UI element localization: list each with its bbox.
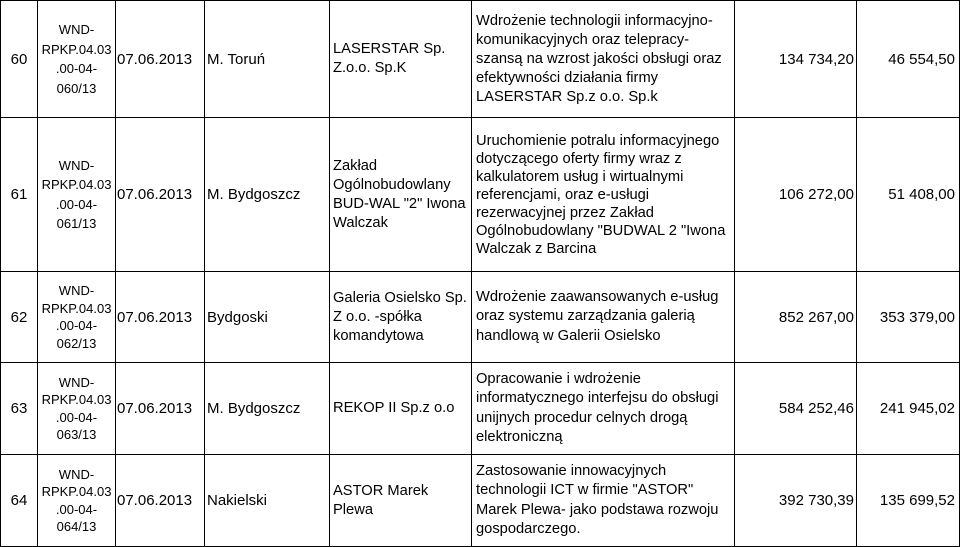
row-number: 61 [1, 118, 38, 272]
cofinancing-amount: 46 554,50 [857, 1, 960, 118]
beneficiary-line: REKOP II Sp.z o.o [333, 400, 455, 416]
row-number: 60 [1, 1, 38, 118]
project-code [38, 118, 116, 272]
beneficiary-line: Ogólnobudowlany [333, 176, 451, 193]
project-code-line: 061/13 [56, 216, 97, 231]
project-title [472, 118, 735, 272]
project-code [38, 363, 116, 455]
beneficiary-line: Z o.o. -spółka [333, 308, 422, 325]
location: M. Bydgoszcz [205, 118, 330, 272]
project-title-line: oraz systemu zarządzania galerią [476, 308, 695, 325]
project-code-line: 064/13 [56, 519, 97, 534]
agreement-date: 07.06.2013 [116, 455, 205, 547]
project-code-line: WND- [58, 22, 95, 37]
project-code-line: RPKP.04.03 [41, 41, 112, 57]
total-value: 852 267,00 [735, 272, 857, 363]
cofinancing-amount: 353 379,00 [857, 272, 960, 363]
beneficiary-line: Walczak [333, 214, 388, 231]
beneficiary-line: BUD-WAL "2" Iwona [333, 195, 466, 212]
beneficiary [330, 272, 472, 363]
project-title-line: rezerwacyjnej przez Zakład [476, 204, 654, 221]
project-title-line: dotyczącego oferty firmy wraz z [476, 150, 682, 167]
total-value: 134 734,20 [735, 1, 857, 118]
project-code-line: .00-04- [55, 409, 98, 425]
agreement-date: 07.06.2013 [116, 118, 205, 272]
project-title-line: Wdrożenie technologii informacyjno- [476, 12, 713, 29]
location: Nakielski [205, 455, 330, 547]
project-code-line: WND- [58, 374, 95, 390]
project-title-line: handlową w Galerii Osielsko [476, 327, 661, 344]
project-title-line: efektywności działania firmy [476, 69, 659, 86]
project-title-line: kalkulatorem usług i wirtualnymi [476, 168, 684, 185]
agreement-date: 07.06.2013 [116, 272, 205, 363]
project-title-line: Walczak z Barcina [476, 240, 597, 257]
project-code-line: RPKP.04.03 [41, 484, 112, 499]
project-title-line: elektroniczną [476, 429, 563, 445]
project-title [472, 363, 735, 455]
project-code [38, 1, 116, 118]
project-title-line: Opracowanie i wdrożenie [476, 370, 641, 387]
beneficiary [330, 363, 472, 455]
row-number: 64 [1, 455, 38, 547]
total-value: 392 730,39 [735, 455, 857, 547]
project-code-line: RPKP.04.03 [41, 177, 112, 192]
project-title-line: Wdrożenie zaawansowanych e-usług [476, 288, 719, 305]
project-title [472, 272, 735, 363]
project-title-line: Zastosowanie innowacyjnych [476, 462, 667, 479]
beneficiary-line: Galeria Osielsko Sp. [333, 289, 467, 306]
total-value: 584 252,46 [735, 363, 857, 455]
cofinancing-amount: 51 408,00 [857, 118, 960, 272]
project-code-line: WND- [58, 157, 95, 173]
project-title-line: Ogólnobudowlany "BUDWAL 2 "Iwona [476, 222, 726, 239]
cofinancing-amount: 135 699,52 [857, 455, 960, 547]
project-title-line: referencjami, oraz e-usługi [476, 186, 650, 203]
project-code-line: 062/13 [56, 335, 97, 351]
agreement-date: 07.06.2013 [116, 363, 205, 455]
row-number: 62 [1, 272, 38, 363]
project-code-line: .00-04- [55, 318, 98, 333]
project-title [472, 1, 735, 118]
project-code-line: WND- [58, 283, 95, 298]
location: Bydgoski [205, 272, 330, 363]
beneficiary-line: komandytowa [333, 327, 424, 344]
project-title-line: szansą na wzrost jakości obsługi oraz [476, 50, 722, 67]
cofinancing-amount: 241 945,02 [857, 363, 960, 455]
project-title-line: Marek Plewa- jako podstawa rozwoju [476, 501, 719, 518]
beneficiary-line: ASTOR Marek [333, 482, 429, 499]
project-code [38, 272, 116, 363]
project-title-line: gospodarczego. [476, 521, 581, 537]
project-code-line: 060/13 [56, 80, 97, 96]
project-title-line: komunikacyjnych oraz telepracy- [476, 31, 690, 48]
beneficiary-line: Z.o.o. Sp.K [333, 60, 407, 76]
total-value: 106 272,00 [735, 118, 857, 272]
project-code-line: RPKP.04.03 [41, 300, 112, 316]
beneficiary [330, 455, 472, 547]
project-code-line: RPKP.04.03 [41, 392, 112, 407]
row-number: 63 [1, 363, 38, 455]
beneficiary-line: LASERSTAR Sp. [333, 41, 446, 57]
beneficiary-line: Plewa [333, 501, 374, 518]
project-code-line: .00-04- [55, 61, 98, 76]
agreement-date: 07.06.2013 [116, 1, 205, 118]
project-title-line: informatycznego interfejsu do obsługi [476, 390, 719, 406]
project-title-line: technologii ICT w firmie "ASTOR" [476, 482, 694, 498]
beneficiary [330, 118, 472, 272]
location: M. Toruń [205, 1, 330, 118]
project-code-line: 063/13 [56, 427, 97, 442]
project-title-line: Uruchomienie potralu informacyjnego [476, 132, 720, 149]
beneficiary-line: Zakład [333, 157, 378, 174]
beneficiary [330, 1, 472, 118]
project-code-line: .00-04- [55, 501, 98, 517]
project-title-line: LASERSTAR Sp.z o.o. Sp.k [476, 88, 658, 105]
project-title [472, 455, 735, 547]
project-code-line: WND- [58, 466, 95, 482]
project-title-line: unijnych procedur celnych drogą [476, 409, 688, 426]
location: M. Bydgoszcz [205, 363, 330, 455]
project-code-line: .00-04- [55, 196, 98, 212]
project-code [38, 455, 116, 547]
